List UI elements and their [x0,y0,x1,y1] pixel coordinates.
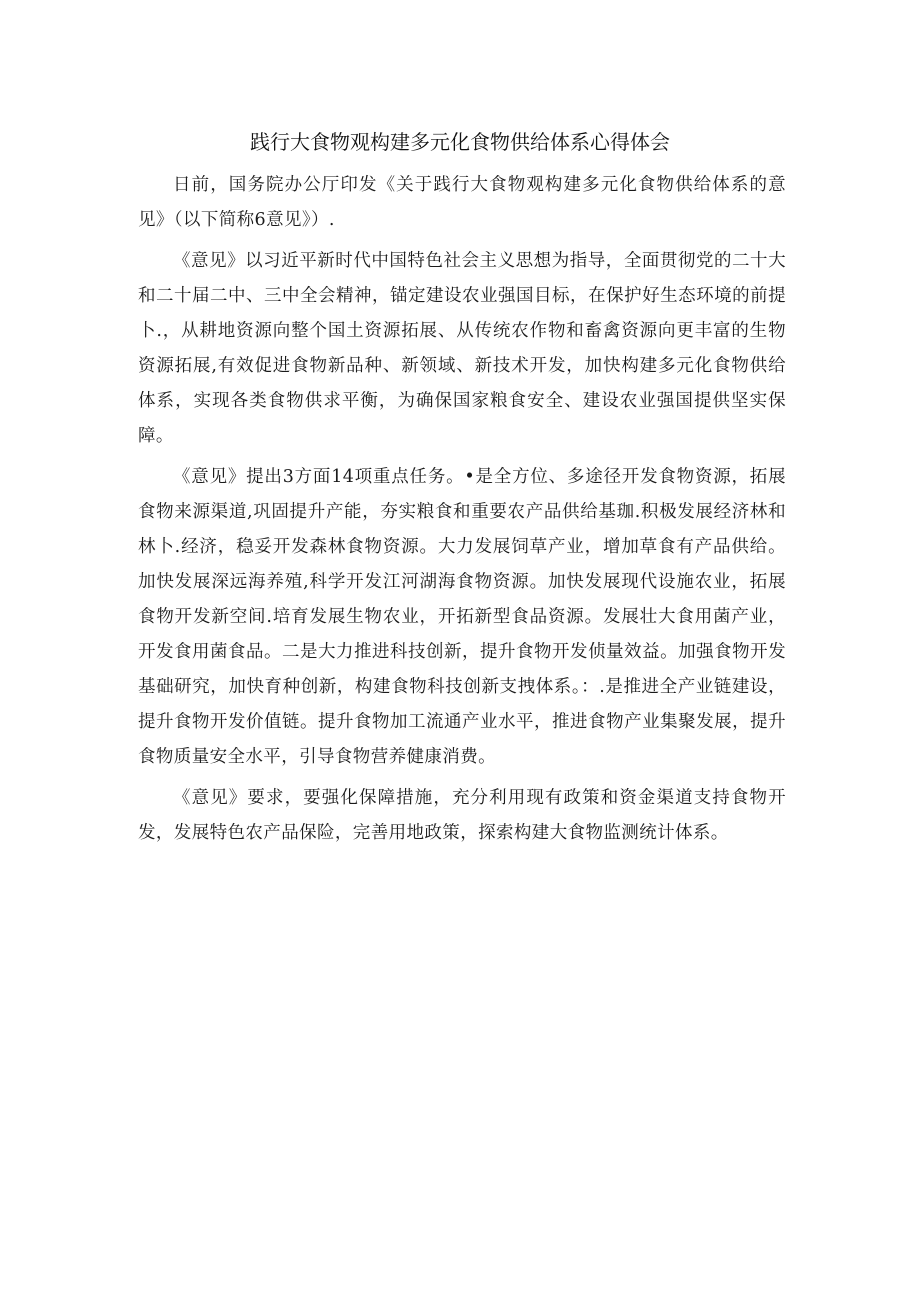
document-title: 践行大食物观构建多元化食物供给体系心得体会 [250,130,670,154]
paragraph-guiding-principles: 《意见》以习近平新时代中国特色社会主义思想为指导，全面贯彻党的二十大和二十届二中、三中全会精神，锚定建设农业强国目标，在保护好生态环境的前提卜.，从耕地资源向整个国土资源拓展、从传统农作物和畜禽资源向更丰富的生物资源拓展,有效促进食物新品种、新领域、新技术开发，加快构建多元化食物供给体系，实现各类食物供求平衡，为确保国家粮食安全、建设农业强国提供坚实保障。 [138,251,786,446]
paragraph-intro: 日前，国务院办公厅印发《关于践行大食物观构建多元化食物供给体系的意见》（以下简称6意见》）. [138,175,786,230]
document-body [138,168,786,857]
paragraph-key-tasks: 《意见》提出3方面14项重点任务。•是全方位、多途径开发食物资源，拓展食物来源渠道,巩固提升产能，夯实粮食和重要农产品供给基珈.积极发展经济林和林卜.经济，稳妥开发森林食物资源。大力发展饲草产业，增加草食有产品供给。加快发展深远海养殖,科学开发江河湖海食物资源。加快发展现代设施农业，拓展食物开发新空间.培育发展生物农业，开拓新型食品资源。发展壮大食用菌产业，开发食用菌食品。二是大力推进科技创新，提升食物开发侦量效益。加强食物开发基础研究，加快育种创新，构建食物科技创新支拽体系。：.是推进全产业链建设，提升食物开发价值链。提升食物加工流通产业水平，推进食物产业集聚发展，提升食物质量安全水平，引导食物营养健康消费。 [138,467,786,767]
paragraph-requirements: 《意见》要求，要强化保障措施，充分利用现有政策和资金渠道支持食物开发，发展特色农产品保险，完善用地政策，探索构建大食物监测统计体系。 [138,788,786,843]
